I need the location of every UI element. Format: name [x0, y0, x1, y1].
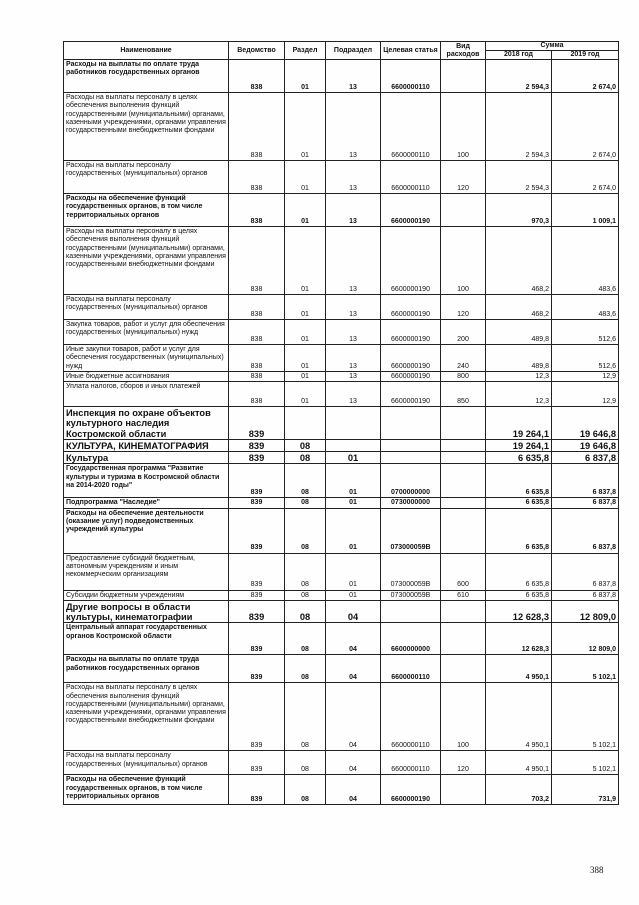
header-subsection: Подраздел	[326, 42, 381, 60]
cell-ministry: 839	[229, 683, 285, 751]
cell-subsection	[326, 439, 381, 451]
table-row	[64, 371, 619, 381]
cell-expense-type	[441, 407, 486, 440]
cell-ministry: 838	[229, 227, 285, 295]
cell-ministry: 839	[229, 590, 285, 600]
cell-section: 01	[285, 320, 326, 345]
cell-section: 01	[285, 227, 326, 295]
cell-subsection: 13	[326, 371, 381, 381]
cell-2018: 6 635,8	[486, 590, 552, 600]
cell-target: 6600000110	[381, 751, 441, 775]
cell-name: Расходы на выплаты по оплате труда работников государственных органов	[64, 60, 229, 93]
cell-ministry: 838	[229, 60, 285, 93]
cell-target: 6600000110	[381, 683, 441, 751]
table-row	[64, 60, 619, 93]
header-target: Целевая статья	[381, 42, 441, 60]
cell-target: 6600000110	[381, 161, 441, 194]
table-row	[64, 508, 619, 553]
table-row	[64, 194, 619, 227]
cell-2019: 2 674,0	[552, 60, 619, 93]
cell-section: 08	[285, 553, 326, 590]
header-ministry: Ведомство	[229, 42, 285, 60]
cell-target: 6600000190	[381, 775, 441, 805]
cell-ministry: 839	[229, 751, 285, 775]
cell-2018: 4 950,1	[486, 655, 552, 683]
cell-2019: 2 674,0	[552, 93, 619, 161]
cell-2018: 19 264,1	[486, 407, 552, 440]
cell-2018: 970,3	[486, 194, 552, 227]
cell-name: Расходы на выплаты персоналу в целях обеспечения выполнения функций государственными (муниципальными) органами, казенными учреждениями, органами управления государственными внебюджетными фондами	[64, 93, 229, 161]
cell-target	[381, 407, 441, 440]
cell-expense-type	[441, 508, 486, 553]
cell-2018: 12 628,3	[486, 623, 552, 655]
cell-ministry: 838	[229, 93, 285, 161]
cell-2018: 6 635,8	[486, 452, 552, 464]
cell-target: 6600000110	[381, 655, 441, 683]
cell-name: Расходы на выплаты персоналу государственных (муниципальных) органов	[64, 161, 229, 194]
cell-2019: 12 809,0	[552, 600, 619, 622]
cell-2019: 6 837,8	[552, 553, 619, 590]
cell-expense-type: 610	[441, 590, 486, 600]
cell-expense-type: 100	[441, 227, 486, 295]
cell-section: 08	[285, 439, 326, 451]
cell-subsection: 13	[326, 295, 381, 320]
table-row	[64, 683, 619, 751]
cell-2019: 12 809,0	[552, 623, 619, 655]
cell-2019: 1 009,1	[552, 194, 619, 227]
cell-2019: 6 837,8	[552, 498, 619, 508]
cell-section: 01	[285, 295, 326, 320]
cell-target: 6600000190	[381, 194, 441, 227]
cell-target: 6600000190	[381, 382, 441, 407]
cell-section: 08	[285, 751, 326, 775]
cell-section: 08	[285, 600, 326, 622]
cell-2019: 731,9	[552, 775, 619, 805]
cell-section: 01	[285, 345, 326, 372]
cell-2019: 512,6	[552, 320, 619, 345]
cell-name: Расходы на обеспечение деятельности (оказание услуг) подведомственных учреждений культуры	[64, 508, 229, 553]
cell-target: 6600000190	[381, 227, 441, 295]
cell-subsection: 13	[326, 93, 381, 161]
cell-name: Расходы на выплаты персоналу государственных (муниципальных) органов	[64, 751, 229, 775]
table-row	[64, 623, 619, 655]
cell-2018: 489,8	[486, 320, 552, 345]
table-row	[64, 227, 619, 295]
table-row	[64, 439, 619, 451]
table-row	[64, 590, 619, 600]
cell-subsection: 04	[326, 600, 381, 622]
cell-2019: 2 674,0	[552, 161, 619, 194]
cell-2019: 5 102,1	[552, 751, 619, 775]
cell-name: Другие вопросы в области культуры, кинематографии	[64, 600, 229, 622]
table-row	[64, 320, 619, 345]
cell-target: 073000059В	[381, 553, 441, 590]
cell-subsection: 04	[326, 623, 381, 655]
cell-ministry: 839	[229, 439, 285, 451]
cell-subsection: 01	[326, 508, 381, 553]
cell-name: Иные бюджетные ассигнования	[64, 371, 229, 381]
cell-expense-type	[441, 600, 486, 622]
cell-subsection: 01	[326, 590, 381, 600]
cell-subsection: 13	[326, 320, 381, 345]
cell-expense-type	[441, 60, 486, 93]
header-expense-type: Вид расходов	[441, 42, 486, 60]
cell-2019: 5 102,1	[552, 683, 619, 751]
cell-ministry: 838	[229, 371, 285, 381]
cell-2018: 703,2	[486, 775, 552, 805]
cell-ministry: 838	[229, 320, 285, 345]
cell-target: 0730000000	[381, 498, 441, 508]
table-row	[64, 553, 619, 590]
cell-subsection: 04	[326, 683, 381, 751]
table-body	[64, 60, 619, 805]
cell-target: 0700000000	[381, 464, 441, 498]
cell-2019: 6 837,8	[552, 452, 619, 464]
table-row	[64, 295, 619, 320]
cell-expense-type: 240	[441, 345, 486, 372]
cell-2018: 4 950,1	[486, 683, 552, 751]
cell-2019: 483,6	[552, 227, 619, 295]
cell-section	[285, 407, 326, 440]
cell-subsection: 04	[326, 655, 381, 683]
cell-expense-type: 800	[441, 371, 486, 381]
cell-name: Расходы на выплаты персоналу в целях обеспечения выполнения функций государственными (муниципальными) органами, казенными учреждениями, органами управления государственными внебюджетными фондами	[64, 227, 229, 295]
cell-ministry: 839	[229, 498, 285, 508]
table-row	[64, 464, 619, 498]
table-row	[64, 452, 619, 464]
header-year-2019: 2019 год	[552, 51, 619, 60]
cell-2018: 6 635,8	[486, 498, 552, 508]
cell-name: Субсидии бюджетным учреждениям	[64, 590, 229, 600]
cell-2018: 4 950,1	[486, 751, 552, 775]
table-row	[64, 775, 619, 805]
cell-subsection: 13	[326, 227, 381, 295]
table-row	[64, 655, 619, 683]
cell-2018: 6 635,8	[486, 464, 552, 498]
cell-name: Закупка товаров, работ и услуг для обеспечения государственных (муниципальных) нужд	[64, 320, 229, 345]
cell-subsection	[326, 407, 381, 440]
cell-2019: 12,9	[552, 382, 619, 407]
cell-name: Центральный аппарат государственных органов Костромской области	[64, 623, 229, 655]
cell-name: Расходы на обеспечение функций государственных органов, в том числе территориальных органов	[64, 194, 229, 227]
cell-target: 6600000190	[381, 371, 441, 381]
cell-2018: 6 635,8	[486, 508, 552, 553]
cell-2019: 512,6	[552, 345, 619, 372]
cell-name: Культура	[64, 452, 229, 464]
cell-subsection: 01	[326, 464, 381, 498]
cell-name: Государственная программа "Развитие культуры и туризма в Костромской области на 2014-2020 годы"	[64, 464, 229, 498]
cell-name: Подпрограмма "Наследие"	[64, 498, 229, 508]
header-section: Раздел	[285, 42, 326, 60]
cell-expense-type: 850	[441, 382, 486, 407]
header-name: Наименование	[64, 42, 229, 60]
cell-section: 01	[285, 194, 326, 227]
cell-section: 08	[285, 590, 326, 600]
cell-2018: 12 628,3	[486, 600, 552, 622]
cell-section: 01	[285, 161, 326, 194]
cell-expense-type: 200	[441, 320, 486, 345]
cell-ministry: 839	[229, 464, 285, 498]
cell-subsection: 01	[326, 553, 381, 590]
cell-2019: 483,6	[552, 295, 619, 320]
cell-2018: 12,3	[486, 371, 552, 381]
cell-2018: 12,3	[486, 382, 552, 407]
cell-subsection: 04	[326, 775, 381, 805]
cell-expense-type	[441, 452, 486, 464]
cell-expense-type: 600	[441, 553, 486, 590]
cell-target: 6600000110	[381, 93, 441, 161]
cell-section: 08	[285, 655, 326, 683]
cell-section: 08	[285, 452, 326, 464]
cell-ministry: 839	[229, 553, 285, 590]
cell-name: Расходы на выплаты по оплате труда работников государственных органов	[64, 655, 229, 683]
cell-ministry: 838	[229, 382, 285, 407]
cell-subsection: 13	[326, 194, 381, 227]
cell-target: 6600000000	[381, 623, 441, 655]
cell-section: 08	[285, 683, 326, 751]
cell-name: Предоставление субсидий бюджетным, автономным учреждениям и иным некоммерческим организациям	[64, 553, 229, 590]
cell-2018: 6 635,8	[486, 553, 552, 590]
cell-expense-type: 100	[441, 683, 486, 751]
cell-2018: 468,2	[486, 227, 552, 295]
cell-target: 073000059В	[381, 508, 441, 553]
cell-2019: 6 837,8	[552, 508, 619, 553]
cell-2018: 468,2	[486, 295, 552, 320]
cell-name: Иные закупки товаров, работ и услуг для обеспечения государственных (муниципальных) нужд	[64, 345, 229, 372]
cell-subsection: 04	[326, 751, 381, 775]
cell-expense-type	[441, 439, 486, 451]
cell-target: 6600000190	[381, 345, 441, 372]
cell-subsection: 13	[326, 60, 381, 93]
table-row	[64, 407, 619, 440]
cell-expense-type	[441, 655, 486, 683]
cell-2018: 2 594,3	[486, 161, 552, 194]
cell-2019: 19 646,8	[552, 407, 619, 440]
cell-expense-type	[441, 775, 486, 805]
cell-2019: 5 102,1	[552, 655, 619, 683]
cell-2019: 6 837,8	[552, 590, 619, 600]
cell-2019: 12,9	[552, 371, 619, 381]
cell-section: 08	[285, 508, 326, 553]
table-row	[64, 498, 619, 508]
cell-ministry: 839	[229, 407, 285, 440]
table-row	[64, 93, 619, 161]
cell-target: 6600000190	[381, 295, 441, 320]
cell-target: 6600000110	[381, 60, 441, 93]
header-year-2018: 2018 год	[486, 51, 552, 60]
cell-2018: 19 264,1	[486, 439, 552, 451]
table-row	[64, 600, 619, 622]
cell-name: Уплата налогов, сборов и иных платежей	[64, 382, 229, 407]
table-row	[64, 751, 619, 775]
cell-expense-type	[441, 194, 486, 227]
cell-ministry: 838	[229, 295, 285, 320]
cell-ministry: 839	[229, 508, 285, 553]
cell-expense-type: 100	[441, 93, 486, 161]
cell-ministry: 838	[229, 345, 285, 372]
cell-section: 08	[285, 464, 326, 498]
cell-ministry: 839	[229, 452, 285, 464]
cell-section: 08	[285, 775, 326, 805]
cell-section: 01	[285, 382, 326, 407]
cell-2018: 2 594,3	[486, 93, 552, 161]
cell-target	[381, 439, 441, 451]
cell-subsection: 13	[326, 382, 381, 407]
cell-name: Инспекция по охране объектов культурного наследия Костромской области	[64, 407, 229, 440]
cell-ministry: 839	[229, 623, 285, 655]
cell-section: 08	[285, 623, 326, 655]
cell-2018: 2 594,3	[486, 60, 552, 93]
cell-section: 01	[285, 60, 326, 93]
cell-ministry: 839	[229, 655, 285, 683]
cell-expense-type: 120	[441, 295, 486, 320]
header-sum: Сумма	[486, 42, 619, 51]
cell-subsection: 13	[326, 161, 381, 194]
cell-expense-type	[441, 623, 486, 655]
cell-expense-type	[441, 498, 486, 508]
cell-section: 01	[285, 93, 326, 161]
cell-expense-type	[441, 464, 486, 498]
cell-expense-type: 120	[441, 161, 486, 194]
cell-2019: 19 646,8	[552, 439, 619, 451]
table-row	[64, 382, 619, 407]
cell-name: Расходы на выплаты персоналу государственных (муниципальных) органов	[64, 295, 229, 320]
cell-2019: 6 837,8	[552, 464, 619, 498]
cell-target	[381, 600, 441, 622]
cell-target	[381, 452, 441, 464]
cell-subsection: 13	[326, 345, 381, 372]
cell-name: Расходы на выплаты персоналу в целях обеспечения выполнения функций государственными (муниципальными) органами, казенными учреждениями, органами управления государственными внебюджетными фондами	[64, 683, 229, 751]
cell-2018: 489,8	[486, 345, 552, 372]
cell-expense-type: 120	[441, 751, 486, 775]
cell-subsection: 01	[326, 452, 381, 464]
cell-ministry: 838	[229, 161, 285, 194]
cell-section: 08	[285, 498, 326, 508]
table-row	[64, 161, 619, 194]
cell-ministry: 838	[229, 194, 285, 227]
cell-ministry: 839	[229, 775, 285, 805]
page-number: 388	[590, 865, 604, 875]
budget-table	[63, 41, 619, 805]
cell-target: 073000059В	[381, 590, 441, 600]
cell-section: 01	[285, 371, 326, 381]
cell-subsection: 01	[326, 498, 381, 508]
cell-target: 6600000190	[381, 320, 441, 345]
table-row	[64, 345, 619, 372]
cell-name: КУЛЬТУРА, КИНЕМАТОГРАФИЯ	[64, 439, 229, 451]
cell-ministry: 839	[229, 600, 285, 622]
cell-name: Расходы на обеспечение функций государственных органов, в том числе территориальных органов	[64, 775, 229, 805]
